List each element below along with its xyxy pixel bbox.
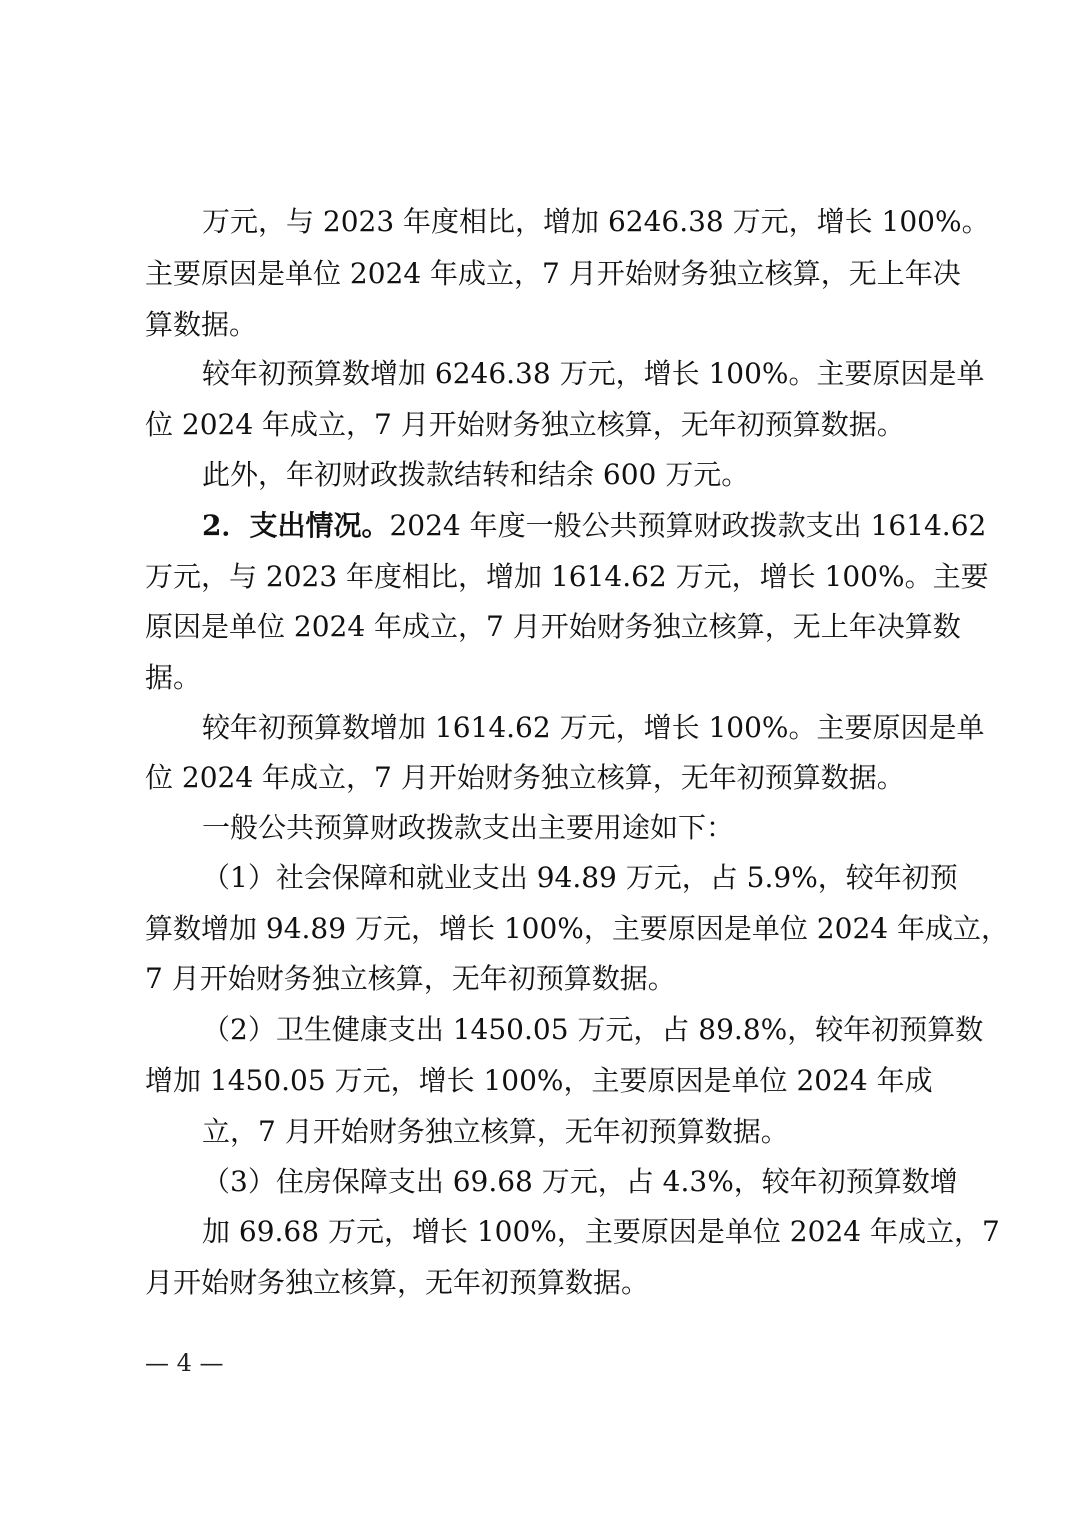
text-line: 位 2024 年成立，7 月开始财务独立核算，无年初预算数据。 [145, 408, 905, 441]
text-line: 原因是单位 2024 年成立，7 月开始财务独立核算，无上年决算数 [145, 610, 961, 643]
text-line: 较年初预算数增加 1614.62 万元，增长 100%。主要原因是单 [202, 711, 985, 744]
text-line: 7 月开始财务独立核算，无年初预算数据。 [145, 962, 676, 995]
text-line: 万元，与 2023 年度相比，增加 6246.38 万元，增长 100%。 [202, 205, 990, 238]
heading-line [202, 500, 987, 552]
text-line: 算数据。 [145, 308, 258, 341]
text-line: 此外，年初财政拨款结转和结余 600 万元。 [202, 458, 750, 491]
text-line: 增加 1450.05 万元，增长 100%，主要原因是单位 2024 年成 [145, 1064, 933, 1097]
text-line: （2）卫生健康支出 1450.05 万元，占 89.8%，较年初预算数 [202, 1013, 984, 1046]
text-span: 2024 年度一般公共预算财政拨款支出 1614.62 [389, 509, 987, 542]
text-line: 主要原因是单位 2024 年成立，7 月开始财务独立核算，无上年决 [145, 257, 961, 290]
text-line: 万元，与 2023 年度相比，增加 1614.62 万元，增长 100%。主要 [145, 560, 989, 593]
text-line: 较年初预算数增加 6246.38 万元，增长 100%。主要原因是单 [202, 357, 985, 390]
section-heading: 2．支出情况。 [202, 509, 390, 542]
text-line: 加 69.68 万元，增长 100%，主要原因是单位 2024 年成立，7 [202, 1215, 1000, 1248]
page-number: — 4 — [145, 1349, 224, 1377]
text-line: 算数增加 94.89 万元，增长 100%，主要原因是单位 2024 年成立， [145, 912, 1009, 945]
text-line: （1）社会保障和就业支出 94.89 万元，占 5.9%，较年初预 [202, 861, 958, 894]
text-line: 月开始财务独立核算，无年初预算数据。 [145, 1266, 650, 1299]
text-line: 立，7 月开始财务独立核算，无年初预算数据。 [202, 1115, 789, 1148]
text-line: 一般公共预算财政拨款支出主要用途如下： [202, 811, 735, 844]
text-line: （3）住房保障支出 69.68 万元，占 4.3%，较年初预算数增 [202, 1165, 958, 1198]
text-line: 位 2024 年成立，7 月开始财务独立核算，无年初预算数据。 [145, 761, 905, 794]
text-line: 据。 [145, 661, 202, 694]
